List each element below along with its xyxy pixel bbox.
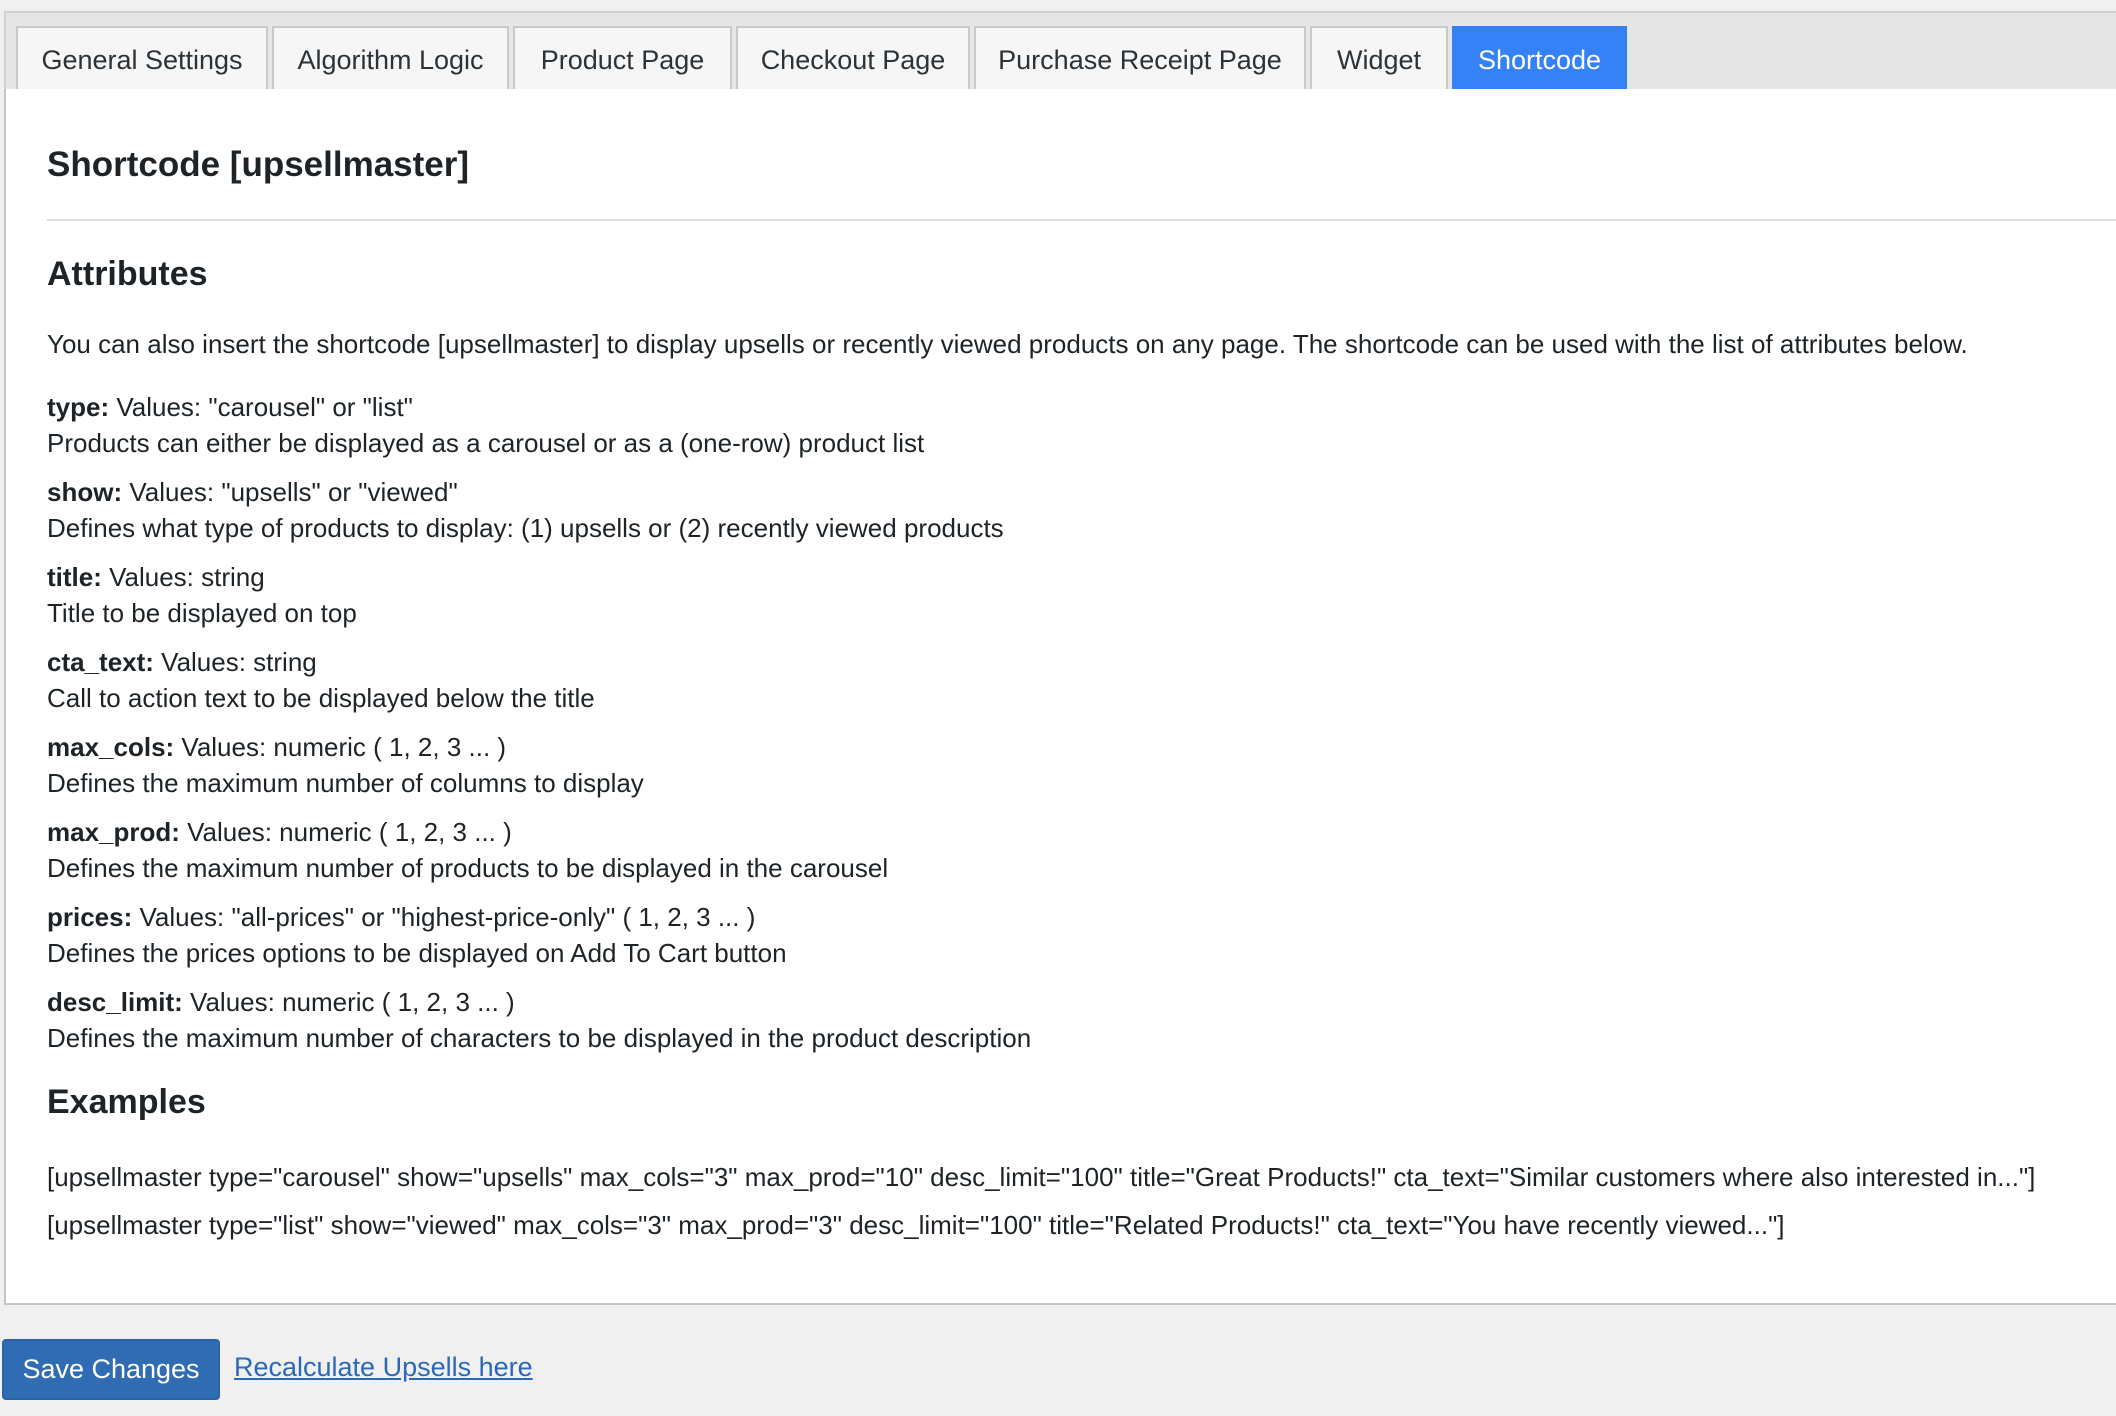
attribute-title-value: Values: string <box>101 562 265 592</box>
attribute-max-prod-description: Defines the maximum number of products to be displayed in the carousel <box>47 853 889 883</box>
attribute-type-name: type: <box>47 392 110 422</box>
attribute-max-prod-value: Values: numeric ( 1, 2, 3 ... ) <box>179 817 512 847</box>
attribute-max-cols-description: Defines the maximum number of columns to display <box>47 768 644 798</box>
page-title: Shortcode [upsellmaster] <box>47 145 470 184</box>
attribute-cta-text-name: cta_text: <box>47 647 154 677</box>
save-changes-button[interactable]: Save Changes <box>2 1339 220 1400</box>
attribute-show-value: Values: "upsells" or "viewed" <box>122 477 458 507</box>
content-panel <box>4 89 2116 1305</box>
tab-algorithm-logic[interactable]: Algorithm Logic <box>272 26 509 92</box>
tab-widget[interactable]: Widget <box>1310 26 1448 92</box>
tab-checkout-page[interactable]: Checkout Page <box>736 26 970 92</box>
attribute-desc-limit-values <box>47 987 515 1017</box>
attribute-type-values <box>47 392 413 422</box>
attribute-title-name: title: <box>47 562 102 592</box>
example-carousel: [upsellmaster type="carousel" show="upsells" max_cols="3" max_prod="10" desc_limit="100" title="Great Products!" cta_text="Similar customers where also interested in..."] <box>47 1162 2036 1192</box>
attribute-max-prod-values <box>47 817 512 847</box>
attribute-desc-limit-value: Values: numeric ( 1, 2, 3 ... ) <box>182 987 515 1017</box>
example-list: [upsellmaster type="list" show="viewed" max_cols="3" max_prod="3" desc_limit="100" title="Related Products!" cta_text="You have recently viewed..."] <box>47 1210 1785 1240</box>
attribute-prices-description: Defines the prices options to be displayed on Add To Cart button <box>47 938 787 968</box>
attribute-show-name: show: <box>47 477 123 507</box>
attribute-type-description: Products can either be displayed as a carousel or as a (one-row) product list <box>47 428 925 458</box>
attribute-cta-text-description: Call to action text to be displayed below the title <box>47 683 595 713</box>
attribute-max-cols-value: Values: numeric ( 1, 2, 3 ... ) <box>174 732 507 762</box>
attribute-title-description: Title to be displayed on top <box>47 598 357 628</box>
attribute-max-cols-name: max_cols: <box>47 732 175 762</box>
attribute-show-description: Defines what type of products to display: (1) upsells or (2) recently viewed products <box>47 513 1004 543</box>
tab-product-page[interactable]: Product Page <box>513 26 732 92</box>
attribute-desc-limit-description: Defines the maximum number of characters to be displayed in the product description <box>47 1023 1032 1053</box>
attribute-type-value: Values: "carousel" or "list" <box>109 392 413 422</box>
attributes-heading: Attributes <box>47 255 208 293</box>
attribute-prices-name: prices: <box>47 902 133 932</box>
intro-text: You can also insert the shortcode [upsellmaster] to display upsells or recently viewed products on any page. The shortcode can be used with the list of attributes below. <box>47 329 1968 359</box>
attribute-prices-value: Values: "all-prices" or "highest-price-only" ( 1, 2, 3 ... ) <box>132 902 756 932</box>
attribute-max-prod-name: max_prod: <box>47 817 180 847</box>
tab-shortcode[interactable]: Shortcode <box>1452 26 1627 92</box>
tab-general-settings[interactable]: General Settings <box>16 26 268 92</box>
tab-purchase-receipt-page[interactable]: Purchase Receipt Page <box>974 26 1306 92</box>
attribute-cta-text-values <box>47 647 317 677</box>
attribute-desc-limit-name: desc_limit: <box>47 987 183 1017</box>
attribute-title-values <box>47 562 265 592</box>
tab-bar <box>4 11 2116 89</box>
title-divider <box>47 219 2116 221</box>
attribute-cta-text-value: Values: string <box>153 647 317 677</box>
attribute-show-values <box>47 477 458 507</box>
recalculate-upsells-link[interactable]: Recalculate Upsells here <box>234 1352 533 1382</box>
examples-heading: Examples <box>47 1083 206 1121</box>
attribute-prices-values <box>47 902 755 932</box>
attribute-max-cols-values <box>47 732 506 762</box>
